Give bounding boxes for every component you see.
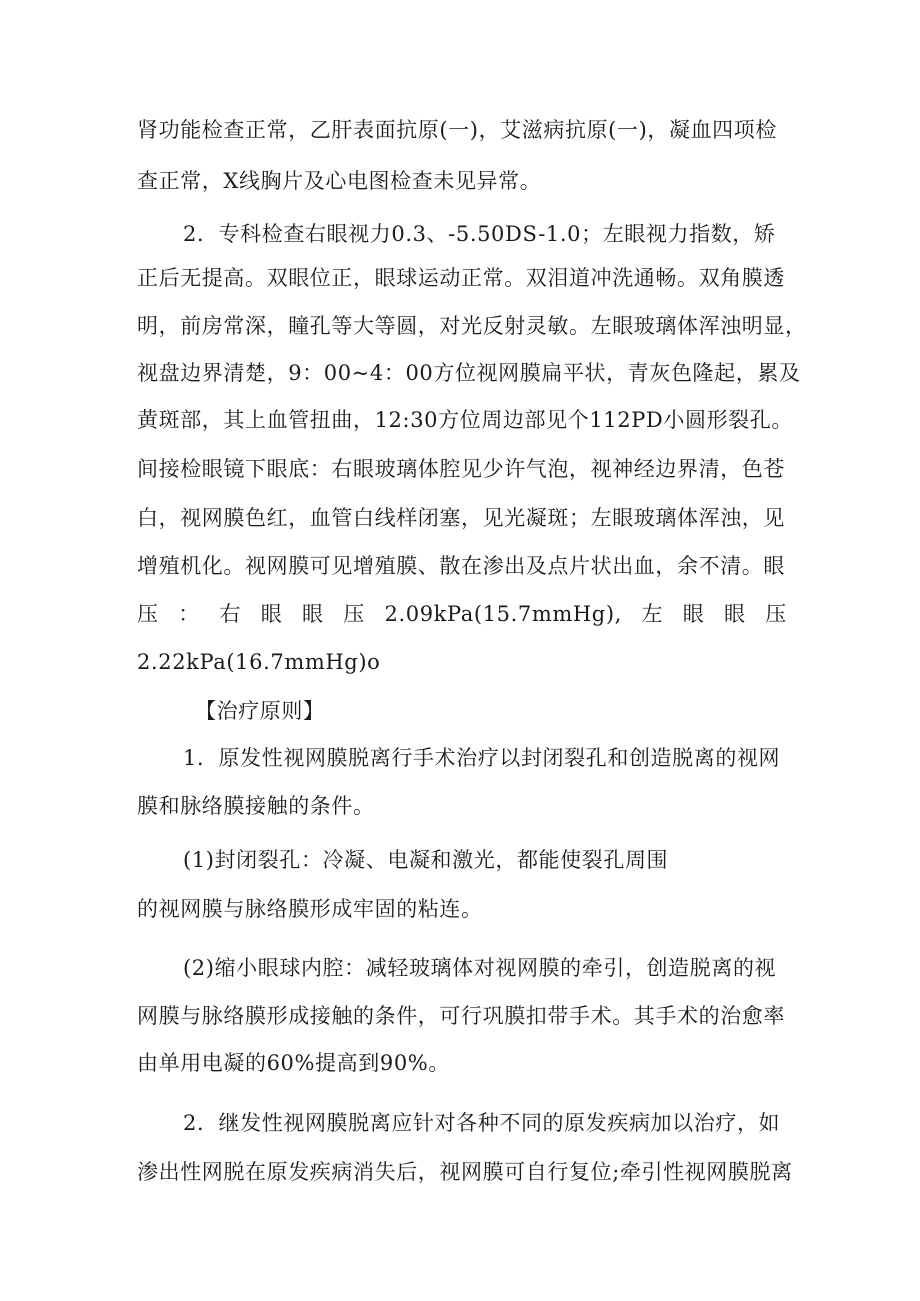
paragraph-line: 膜和脉络膜接触的条件。 [137, 794, 375, 818]
paragraph-line: 视盘边界清楚，9：00~4：00方位视网膜扁平状，青灰色隆起，累及 [137, 361, 801, 385]
paragraph-line: 白，视网膜色红，血管白线样闭塞，见光凝斑；左眼玻璃体浑浊，见 [137, 506, 785, 530]
paragraph-line: 黄斑部，其上血管扭曲，12:30方位周边部见个112PD小圆形裂孔。 [137, 408, 793, 432]
paragraph-line: 的视网膜与脉络膜形成牢固的粘连。 [137, 897, 483, 921]
pressure-token: 右 [219, 602, 242, 626]
pressure-token: 左 [641, 602, 664, 626]
paragraph-line: 明，前房常深，瞳孔等大等圆，对光反射灵敏。左眼玻璃体浑浊明显， [137, 314, 807, 338]
pressure-token: 压 [765, 602, 787, 626]
pressure-token: ： [178, 602, 200, 626]
paragraph-line: 查正常，X线胸片及心电图检查未见异常。 [137, 169, 542, 193]
paragraph-line: 由单用电凝的60%提高到90%。 [137, 1051, 450, 1075]
pressure-token: 眼 [302, 602, 324, 626]
paragraph-line: 正后无提高。双眼位正，眼球运动正常。双泪道冲洗通畅。双角膜透 [137, 266, 785, 290]
paragraph-line: 网膜与脉络膜形成接触的条件，可行巩膜扣带手术。其手术的治愈率 [137, 1004, 785, 1028]
paragraph-line: 1．原发性视网膜脱离行手术治疗以封闭裂孔和创造脱离的视网 [183, 746, 781, 770]
pressure-token: 2.09kPa(15.7mmHg), [384, 602, 622, 626]
paragraph-line: 2．继发性视网膜脱离应针对各种不同的原发疾病加以治疗，如 [183, 1111, 781, 1135]
pressure-token: 压 [343, 602, 365, 626]
paragraph-line: 2.22kPa(16.7mmHg)o [137, 650, 381, 674]
pressure-token: 压 [137, 602, 159, 626]
paragraph-line: 渗出性网脱在原发疾病消失后，视网膜可自行复位;牵引性视网膜脱离 [137, 1160, 793, 1184]
paragraph-line: 肾功能检查正常，乙肝表面抗原(一)，艾滋病抗原(一)，凝血四项检 [137, 118, 777, 142]
pressure-line [137, 601, 787, 627]
pressure-token: 眼 [724, 602, 746, 626]
pressure-token: 眼 [682, 602, 705, 626]
paragraph-line: (1)封闭裂孔：冷凝、电凝和激光，都能使裂孔周围 [183, 848, 669, 872]
paragraph-line: 2．专科检查右眼视力0.3、-5.50DS-1.0；左眼视力指数，矫 [183, 222, 776, 246]
paragraph-line: (2)缩小眼球内腔：减轻玻璃体对视网膜的牵引，创造脱离的视 [183, 956, 777, 980]
pressure-token: 眼 [260, 602, 283, 626]
paragraph-line: 增殖机化。视网膜可见增殖膜、散在渗出及点片状出血，余不清。眼 [137, 554, 785, 578]
paragraph-line: 间接检眼镜下眼底：右眼玻璃体腔见少许气泡，视神经边界清，色苍 [137, 457, 785, 481]
section-heading: 【治疗原则】 [195, 699, 325, 723]
